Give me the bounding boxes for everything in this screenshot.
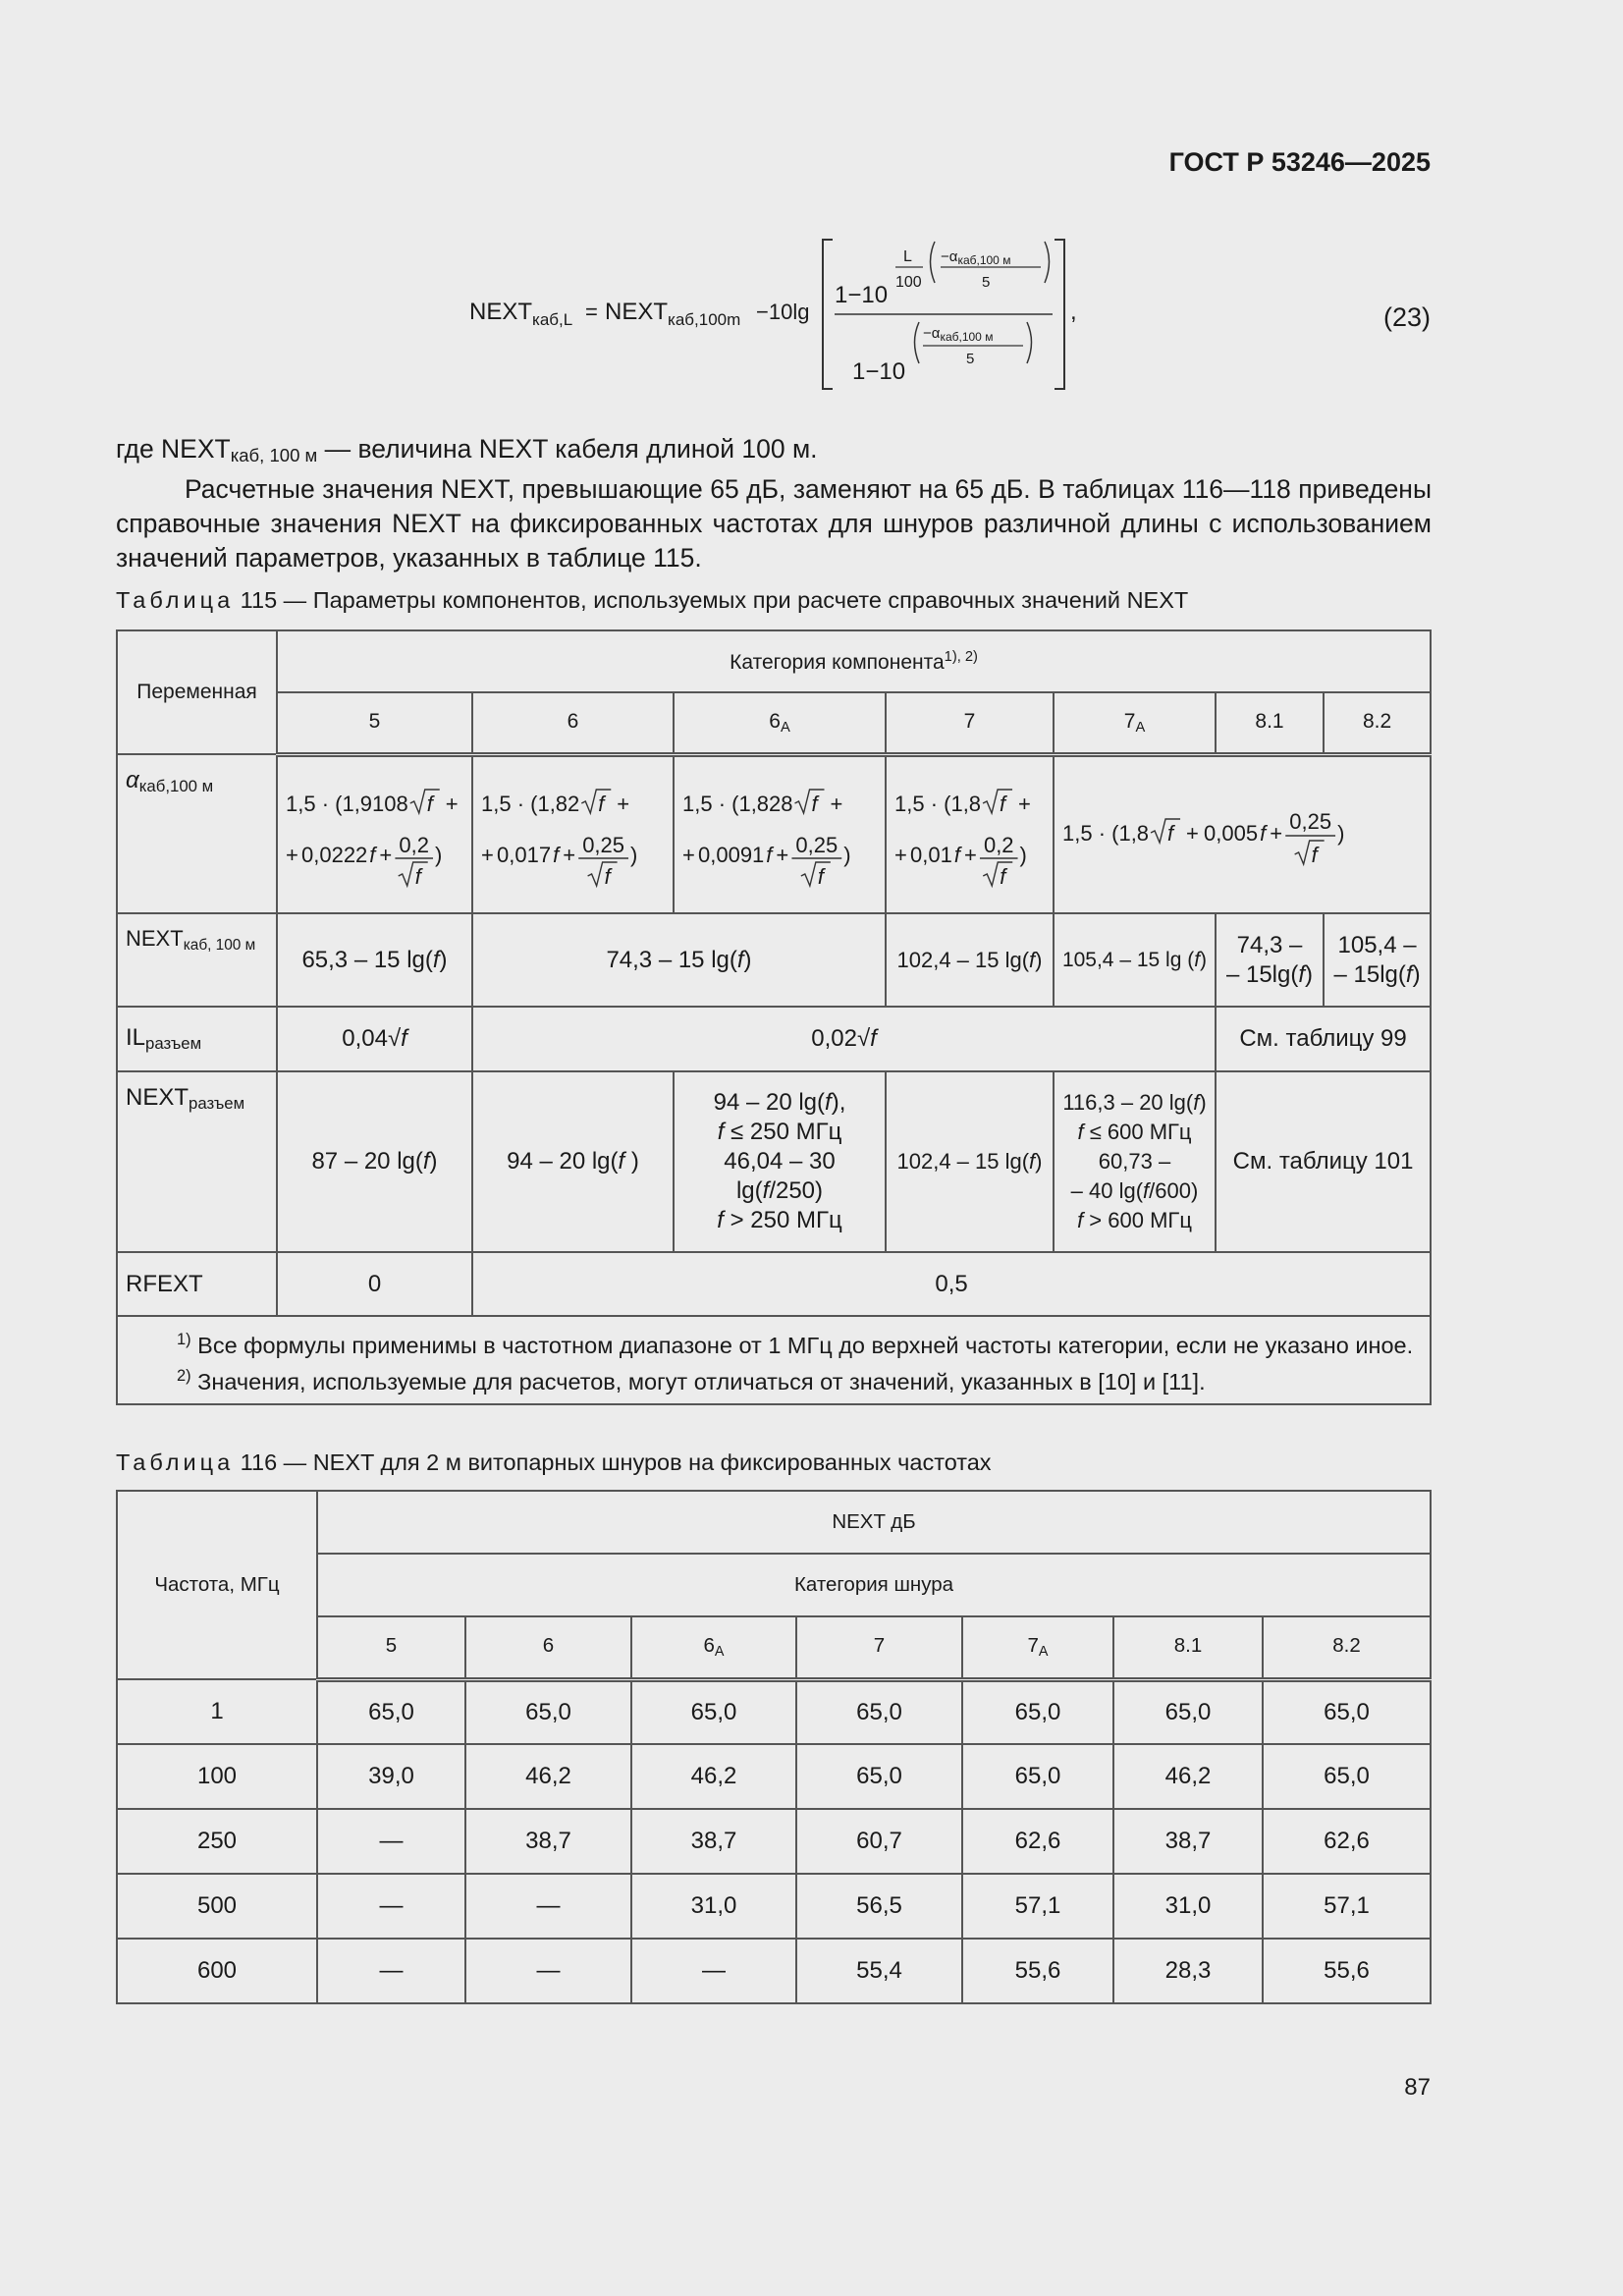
alpha-cat-5: [277, 754, 472, 913]
alpha-l1-sqrt: [410, 790, 440, 813]
alpha-formula-7: [891, 772, 1052, 890]
formula-svg: [0, 232, 1623, 399]
alpha-lin-f: f: [953, 843, 960, 868]
alpha-plus2: +: [682, 843, 695, 868]
alpha-plus3: +: [379, 843, 393, 868]
next-value-cell: 65,0: [796, 1679, 962, 1744]
il-6-7a: 0,02√f: [472, 1007, 1216, 1071]
alpha-den-f: f: [1000, 864, 1006, 890]
frequency-cell: 600: [117, 1939, 317, 2003]
header-category: Категория компонента$^{1), 2)}$: [277, 630, 1431, 692]
il-5: 0,04√f: [277, 1007, 472, 1071]
alpha-close: ): [630, 843, 638, 868]
next-value-cell: 38,7: [631, 1809, 796, 1874]
alpha-lin-f: f: [766, 843, 773, 868]
alpha-l1-f: f: [811, 792, 818, 817]
alpha-prefix: 1,5 · (1,82: [481, 792, 580, 817]
table-116: [116, 1490, 1432, 2004]
next-value-cell: —: [317, 1874, 465, 1939]
alpha-lin: 0,0091: [698, 843, 765, 868]
cord-cat-6: 6: [465, 1616, 631, 1679]
footnote-2: $^{2)}$ Значения, используемые для расчетов, могут отличаться от значений, указанных в [10] и [11].: [177, 1366, 1206, 1394]
alpha-formula-6a: [678, 772, 881, 890]
cord-cat-7a: $7_A$: [962, 1616, 1113, 1679]
cord-cat-8-2: 8.2: [1263, 1616, 1431, 1679]
svg-text:1−10: 1−10: [835, 282, 889, 308]
next-value-cell: 46,2: [631, 1744, 796, 1809]
alpha-cat-7a-8: [1054, 754, 1431, 913]
next-value-cell: 31,0: [1113, 1874, 1263, 1939]
row-label-next-conn: $NEXT_{разъем}$: [117, 1071, 277, 1252]
alpha-l1-sqrt: [795, 790, 825, 813]
alpha-l1-f: f: [426, 792, 433, 817]
page-number: 87: [1404, 2074, 1431, 2101]
alpha-formula-7a-8: [1058, 792, 1428, 870]
alpha-plus3: +: [963, 843, 977, 868]
cat-7: 7: [886, 692, 1054, 754]
cat-6: 6: [472, 692, 674, 754]
alpha-num: 0,2: [399, 833, 430, 858]
next-conn-6: 94 – 20 lg(f ): [472, 1071, 674, 1252]
alpha-wide-den-f: f: [1311, 843, 1318, 868]
body-text: [116, 432, 1432, 575]
alpha-l1-f: f: [598, 792, 605, 817]
alpha-wide-den-sqrt: [1295, 841, 1325, 864]
next-value-cell: 55,6: [962, 1939, 1113, 2003]
formula-number: (23): [1382, 302, 1431, 332]
next-value-cell: 28,3: [1113, 1939, 1263, 2003]
alpha-plus3: +: [776, 843, 789, 868]
next-cable-7a: 105,4 – 15 lg (f): [1054, 913, 1216, 1007]
frequency-cell: 500: [117, 1874, 317, 1939]
next-value-cell: 46,2: [465, 1744, 631, 1809]
next-value-cell: 39,0: [317, 1744, 465, 1809]
cord-cat-7: 7: [796, 1616, 962, 1679]
row-label-rfext: RFEXT: [117, 1252, 277, 1316]
next-conn-7: 102,4 – 15 lg(f): [886, 1071, 1054, 1252]
header-cord-category: Категория шнура: [317, 1554, 1431, 1616]
row-label-il: $IL_{разъем}$: [117, 1007, 277, 1071]
alpha-den-sqrt: [983, 862, 1012, 886]
next-value-cell: 65,0: [1113, 1679, 1263, 1744]
next-value-cell: 65,0: [1263, 1744, 1431, 1809]
alpha-den-sqrt: [801, 862, 831, 886]
paragraph-where: где $NEXT_{каб, 100 м}$ — величина NEXT кабеля длиной 100 м.: [116, 434, 818, 465]
next-value-cell: 65,0: [465, 1679, 631, 1744]
alpha-close: ): [843, 843, 851, 868]
alpha-close: ): [435, 843, 443, 868]
alpha-prefix: 1,5 · (1,828: [682, 792, 793, 817]
next-cable-8-1: 74,3 – – 15lg(f): [1216, 913, 1324, 1007]
alpha-close: ): [1019, 843, 1027, 868]
next-conn-5: 87 – 20 lg(f): [277, 1071, 472, 1252]
next-value-cell: 57,1: [962, 1874, 1113, 1939]
next-value-cell: 38,7: [465, 1809, 631, 1874]
next-conn-8: См. таблицу 101: [1216, 1071, 1431, 1252]
formula-23: [0, 232, 1623, 399]
frequency-cell: 250: [117, 1809, 317, 1874]
next-value-cell: 55,4: [796, 1939, 962, 2003]
alpha-den-sqrt: [588, 862, 618, 886]
alpha-num: 0,25: [795, 833, 839, 858]
alpha-den-sqrt: [399, 862, 428, 886]
svg-text:1−10: 1−10: [852, 358, 906, 385]
alpha-lin-f: f: [553, 843, 560, 868]
next-value-cell: 65,0: [796, 1744, 962, 1809]
svg-text:100: 100: [895, 274, 922, 291]
alpha-wide-prefix: 1,5 · (1,8: [1062, 821, 1150, 847]
next-value-cell: —: [465, 1939, 631, 2003]
cat-7a: $7_A$: [1054, 692, 1216, 754]
table-115-footnotes: [117, 1316, 1431, 1404]
next-value-cell: 55,6: [1263, 1939, 1431, 2003]
next-value-cell: 60,7: [796, 1809, 962, 1874]
next-value-cell: 56,5: [796, 1874, 962, 1939]
table-row: [117, 1679, 1431, 1744]
next-value-cell: —: [317, 1939, 465, 2003]
svg-text:NEXTкаб,100m: $NEXT_{каб,100m}$: [605, 299, 741, 329]
frequency-cell: 1: [117, 1679, 317, 1744]
next-cable-7: 102,4 – 15 lg(f): [886, 913, 1054, 1007]
alpha-formula-6: [477, 772, 670, 890]
alpha-plus: +: [1018, 792, 1031, 817]
next-value-cell: —: [631, 1939, 796, 2003]
footnote-1: $^{1)}$ Все формулы применимы в частотном диапазоне от 1 МГц до верхней частоты категории, если не указано иное.: [177, 1331, 1414, 1358]
next-value-cell: 65,0: [631, 1679, 796, 1744]
next-value-cell: 65,0: [1263, 1679, 1431, 1744]
alpha-lin: 0,01: [910, 843, 952, 868]
alpha-formula-5: [282, 772, 468, 890]
next-value-cell: 31,0: [631, 1874, 796, 1939]
alpha-l1-sqrt: [983, 790, 1012, 813]
alpha-l1-f: f: [1000, 792, 1006, 817]
alpha-wide-plus2: +: [1270, 821, 1283, 847]
svg-text:−αкаб,100 м: $-\alpha_{каб,100 м}$: [941, 248, 1011, 267]
alpha-den-f: f: [817, 864, 824, 890]
next-value-cell: 46,2: [1113, 1744, 1263, 1809]
alpha-lin-f: f: [369, 843, 376, 868]
alpha-den-f: f: [414, 864, 421, 890]
row-label-alpha: $\alpha_{каб,100 м}$: [117, 754, 277, 913]
alpha-wide-f: f: [1167, 821, 1174, 847]
alpha-wide-lin-f: f: [1260, 821, 1267, 847]
alpha-wide-plus: +: [1186, 821, 1199, 847]
next-value-cell: 65,0: [317, 1679, 465, 1744]
standard-header: ГОСТ Р 53246—2025: [1168, 147, 1431, 177]
next-cable-6-6a: 74,3 – 15 lg(f): [472, 913, 886, 1007]
table-115-caption: Таблица 115 — Параметры компонентов, используемых при расчете справочных значений NEXT: [116, 587, 1189, 613]
alpha-cat-6: [472, 754, 674, 913]
svg-text:−αкаб,100 м: $-\alpha_{каб,100 м}$: [923, 325, 994, 344]
table-116-caption: Таблица 116 — NEXT для 2 м витопарных шнуров на фиксированных частотах: [116, 1449, 992, 1475]
cat-6a: $6_A$: [674, 692, 886, 754]
next-conn-7a: 116,3 – 20 lg(f) f ≤ 600 МГц 60,73 – – 40 lg(f/600) f > 600 МГц: [1054, 1071, 1216, 1252]
alpha-cat-6a: [674, 754, 886, 913]
il-8: См. таблицу 99: [1216, 1007, 1431, 1071]
svg-text:NEXTкаб,L: $NEXT_{каб,L}$: [469, 299, 573, 329]
alpha-plus2: +: [481, 843, 494, 868]
alpha-lin: 0,017: [497, 843, 552, 868]
cat-5: 5: [277, 692, 472, 754]
table-115: [116, 629, 1432, 1405]
next-value-cell: 65,0: [962, 1679, 1113, 1744]
next-value-cell: 38,7: [1113, 1809, 1263, 1874]
alpha-plus: +: [445, 792, 459, 817]
cord-cat-8-1: 8.1: [1113, 1616, 1263, 1679]
svg-text:5: 5: [982, 274, 991, 291]
alpha-wide-sqrt: [1151, 819, 1180, 843]
alpha-plus: +: [830, 792, 843, 817]
header-frequency: Частота, МГц: [117, 1491, 317, 1679]
cord-cat-6a: $6_A$: [631, 1616, 796, 1679]
alpha-num: 0,25: [582, 833, 625, 858]
paragraph-calc: Расчетные значения NEXT, превышающие 65 дБ, заменяют на 65 дБ. В таблицах 116—118 приведены справочные значения NEXT на фиксированных частотах для шнуров различной длины с использованием значений параметров, указанных в таблице 115.: [116, 474, 1432, 573]
svg-text:5: 5: [966, 351, 975, 367]
svg-text:−10lg: −10lg: [756, 300, 810, 324]
row-label-next-cable: $NEXT_{каб, 100 м}$: [117, 913, 277, 1007]
alpha-plus2: +: [894, 843, 907, 868]
rfext-rest: 0,5: [472, 1252, 1431, 1316]
rfext-5: 0: [277, 1252, 472, 1316]
next-value-cell: 62,6: [1263, 1809, 1431, 1874]
alpha-den-f: f: [604, 864, 611, 890]
svg-text:=: =: [585, 300, 598, 324]
header-next-db: NEXT дБ: [317, 1491, 1431, 1554]
alpha-l1-sqrt: [581, 790, 611, 813]
svg-text:L: L: [903, 248, 912, 265]
alpha-num: 0,2: [983, 833, 1014, 858]
table-row: [117, 1874, 1431, 1939]
alpha-plus: +: [617, 792, 630, 817]
alpha-prefix: 1,5 · (1,8: [894, 792, 982, 817]
cat-8-1: 8.1: [1216, 692, 1324, 754]
next-value-cell: 62,6: [962, 1809, 1113, 1874]
alpha-plus2: +: [286, 843, 298, 868]
frequency-cell: 100: [117, 1744, 317, 1809]
alpha-lin: 0,0222: [301, 843, 368, 868]
table-row: [117, 1809, 1431, 1874]
svg-text:,: ,: [1070, 299, 1077, 325]
header-variable: Переменная: [117, 630, 277, 754]
table-row: [117, 1939, 1431, 2003]
next-cable-5: 65,3 – 15 lg(f): [277, 913, 472, 1007]
cat-8-2: 8.2: [1324, 692, 1431, 754]
alpha-plus3: +: [563, 843, 576, 868]
alpha-prefix: 1,5 · (1,9108: [286, 792, 408, 817]
alpha-wide-num: 0,25: [1289, 809, 1332, 835]
next-conn-6a: 94 – 20 lg(f), f ≤ 250 МГц 46,04 – 30 lg(f/250) f > 250 МГц: [674, 1071, 886, 1252]
alpha-wide-close: ): [1337, 821, 1345, 847]
next-value-cell: —: [317, 1809, 465, 1874]
next-value-cell: 57,1: [1263, 1874, 1431, 1939]
cord-cat-5: 5: [317, 1616, 465, 1679]
next-value-cell: 65,0: [962, 1744, 1113, 1809]
next-value-cell: —: [465, 1874, 631, 1939]
table-row: [117, 1744, 1431, 1809]
alpha-wide-lin: 0,005: [1204, 821, 1259, 847]
next-cable-8-2: 105,4 – – 15lg(f): [1324, 913, 1431, 1007]
alpha-cat-7: [886, 754, 1054, 913]
